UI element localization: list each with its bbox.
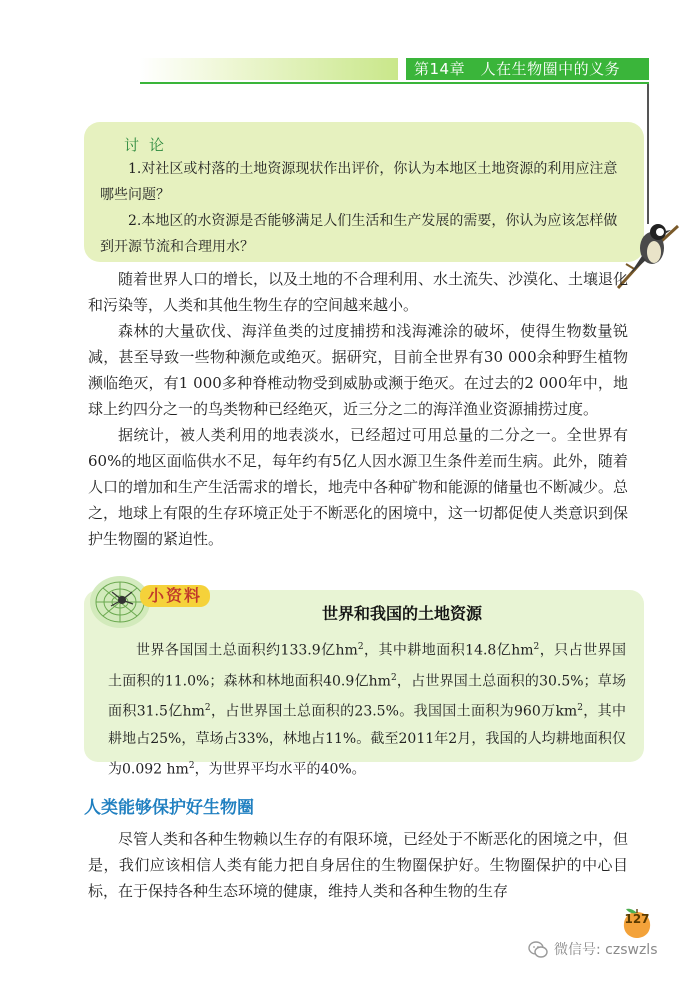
discussion-title: 讨论	[124, 136, 175, 154]
watermark	[528, 938, 658, 962]
body-paragraph-2: 森林的大量砍伐、海洋鱼类的过度捕捞和浅海滩涂的破坏，使得生物数量锐减，甚至导致一些物种濒危或绝灭。据研究，目前全世界有30 000余种野生植物濒临绝灭，有1 000多种脊椎动物受到威胁或濒于绝灭。在过去的2 000年中，地球上约四分之一的鸟类物种已经绝灭，近三分之二的海洋渔业资源捕捞过度。	[88, 322, 628, 418]
body-text-block	[88, 266, 628, 552]
discussion-question-2: 2.本地区的水资源是否能够满足人们生活和生产发展的需要，你认为应该怎样做到开源节流和合理用水？	[100, 213, 618, 255]
info-seg-5: ，占世界国土总面积的23.5%。我国国土面积为960万km	[210, 703, 578, 720]
info-sup: 2	[533, 642, 540, 652]
chapter-title: 第14章 人在生物圈中的义务	[406, 58, 649, 80]
info-sup: 2	[204, 703, 211, 714]
wechat-icon	[528, 941, 548, 959]
header-divider	[140, 82, 649, 84]
discussion-box	[84, 122, 644, 262]
body-paragraph-3: 据统计，被人类利用的地表淡水，已经超过可用总量的二分之一。全世界有60%的地区面临供水不足，每年约有5亿人因水源卫生条件差而生病。此外，随着人口的增加和生产生活需求的增长，地壳中各种矿物和能源的储量也不断减少。总之，地球上有限的生存环境正处于不断恶化的困境中，这一切都促使人类意识到保护生物圈的紧迫性。	[88, 426, 629, 548]
page-number: 127	[624, 912, 650, 926]
info-seg-6: ，其中耕地占25%，草场占33%，林地占11%。截至2011年2月，我国的人均耕地面积仅为0.092 hm	[108, 703, 626, 778]
info-box-title: 世界和我国的土地资源	[321, 604, 482, 623]
section-text-block	[88, 826, 628, 904]
header-gradient-bar	[140, 58, 398, 80]
info-sup: 2	[390, 672, 397, 683]
discussion-question-1: 1.对社区或村落的土地资源现状作出评价，你认为本地区土地资源的利用应注意哪些问题？	[100, 161, 618, 203]
header-vertical-line	[647, 84, 649, 224]
info-seg-1: 世界各国国土总面积约133.9亿hm	[136, 642, 358, 659]
info-sup: 2	[577, 703, 583, 714]
info-seg-4: ，占世界国土总面积的30.5%；草场面积31.5亿hm	[108, 673, 626, 720]
info-sup: 2	[357, 642, 364, 652]
section-heading: 人类能够保护好生物圈	[84, 798, 254, 818]
body-paragraph-1: 随着世界人口的增长，以及土地的不合理利用、水土流失、沙漠化、土壤退化和污染等，人类和其他生物生存的空间越来越小。	[88, 270, 629, 314]
info-sup: 2	[188, 760, 195, 771]
info-seg-7: ，为世界平均水平的40%。	[194, 761, 366, 778]
section-paragraph: 尽管人类和各种生物赖以生存的有限环境，已经处于不断恶化的困境之中，但是，我们应该相信人类有能力把自身居住的生物圈保护好。生物圈保护的中心目标，在于保持各种生态环境的健康，维持人类和各种生物的生存	[88, 830, 629, 900]
info-badge-label: 小资料	[140, 585, 210, 607]
watermark-text: 微信号: czswzls	[554, 942, 658, 958]
info-box-text	[108, 634, 626, 784]
info-seg-3: ，只占世界国土面积的11.0%；森林和林地面积40.9亿hm	[108, 642, 626, 690]
info-seg-2: ，其中耕地面积14.8亿hm	[363, 642, 534, 659]
